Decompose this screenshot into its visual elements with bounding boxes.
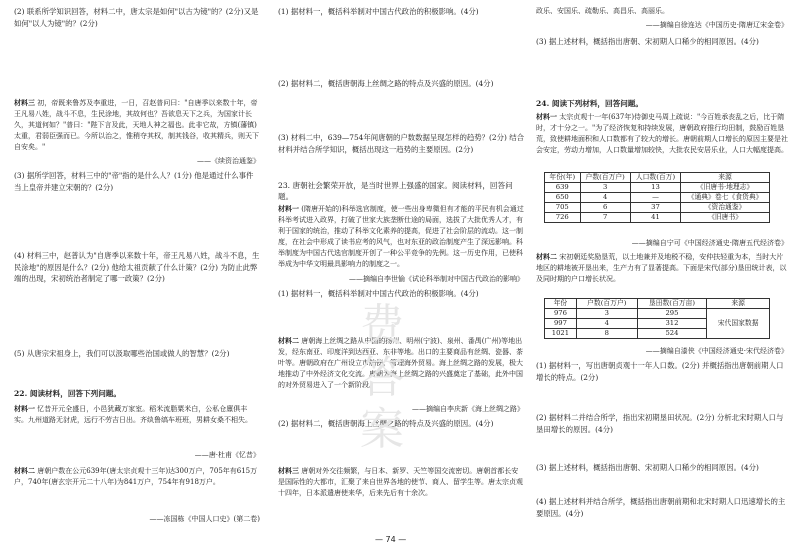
material-text: 唐朝户数在公元639年(唐太宗贞观十三年)达300万户，705年有615万户，740年(唐玄宗开元二十八年)为841万户，754年有918万户。 [14,467,258,486]
material-3-mid [278,466,524,532]
question-2-right: (2) 据材料二并结合所学，指出宋初期垦田状况。(2分) 分析北宋时期人口与垦田增长的原因。(4分) [536,413,784,434]
table-header-row [545,299,770,309]
material-label: 材料三 [278,467,299,475]
table-cell: 639 [545,183,581,193]
right-column [536,0,788,540]
question-1-mid: (1) 据材料一，概括科举制对中国古代政治的积极影响。(4分) [278,289,479,298]
material-label: 材料二 [14,467,35,475]
question-24-heading: 24. 阅读下列材料，回答问题。 [536,99,643,108]
question-2-top: (2) 联系所学知识回答，材料二中，唐太宗是如何"以古为镜"的？(2分)又是如何"以人为镜"的？(2分) [14,7,259,28]
left-column [14,0,260,540]
table-cell: 312 [637,319,707,329]
table-cell: 976 [545,309,577,319]
source-citation: ——摘编自漆侠《中国经济通史·宋代经济卷》 [645,347,788,355]
page-number: — 74 — [375,535,407,544]
material-text: 忆昔开元全盛日，小邑犹藏万家室。稻米流脂粟米白，公私仓廪俱丰实。九州道路无豺虎，远行不劳吉日出。齐纨鲁缟车班班，男耕女桑不相失。 [14,405,252,424]
material-1-mid [278,204,524,270]
table-header: 来源 [707,299,770,309]
table-header: 年份(年) [545,173,581,183]
question-3: (3) 据所学回答，材料三中的"帝"指的是什么人？(1分) 他是通过什么事件当上皇帝并建立宋朝的？(2分) [14,171,254,192]
table-cell: 705 [545,203,581,213]
source-citation: ——唐·杜甫《忆昔》 [194,451,260,459]
question-2-mid: (2) 据材料二，概括唐朝海上丝绸之路的特点及兴盛的原因。(4分) [278,419,494,428]
population-table [544,172,770,223]
table-cell: 3 [580,183,630,193]
question-22-heading: 22. 阅读材料，回答下列问题。 [14,389,121,398]
table-cell-merged: 宋代国家数据 [707,309,770,339]
watermark: 费答案 [360,300,404,455]
source-citation: ——摘编自李世愉《试论科举制对中国古代政治的影响》 [349,275,524,283]
material-text: 唐朝海上丝绸之路从中国的扬州、明州(宁波)、泉州、番禺(广州)等地出发，经东南亚、印度洋到达西亚、东非等地。出口的主要商品有丝绸、瓷器、茶叶等。唐朝政府在广州设立市舶使，管理海外贸易。海上丝绸之路的发展，极大地推动了中外经济文化交流。唐朝为海上丝绸之路的兴盛奠定了基础，此外中国的对外贸易进入了一个新阶段。 [278,337,523,389]
material-text: 太宗贞观十一年(637年)侍御史马周上疏说："今百姓承丧乱之后，比于隋时，才十分之一。"为了经济恢复和持续发展，唐朝政府推行均田制，鼓励百姓垦荒，致使耕地面积和人口数都有了较大的增长。唐朝前期人口增长的原因主要是社会安定，劳动力增加，人口数量增加较快，大批农民安居乐业，人口大幅度提高。 [536,113,788,154]
table-cell: 《旧唐书·地理志》 [681,183,770,193]
material-2-left [14,466,260,488]
material-1-right [536,112,788,168]
material-text: 唐朝对外交往频繁，与日本、新罗、天竺等国交流密切。唐朝首都长安是国际性的大都市，汇聚了来自世界各地的使节、商人、留学生等。唐太宗贞观十四年，日本派遣唐使来华，后来先后有十余次。 [278,467,523,497]
source-citation: ——冻国栋《中国人口史》(第二卷) [149,515,260,523]
table-cell: 524 [637,329,707,339]
material-label: 材料一 [14,405,35,413]
table-cell: 《通典》卷七《食货典》 [681,193,770,203]
material-label: 材料一 [536,113,557,121]
question-5: (5) 从唐宗宋祖身上，我们可以汲取哪些治国或做人的智慧？(2分) [14,349,230,358]
table-row [545,309,770,319]
source-citation: ——摘编自徐连达《中国历史·隋唐辽宋金卷》 [645,21,788,29]
table-cell: 4 [576,319,637,329]
table-cell: 997 [545,319,577,329]
question-1-right: (1) 据材料一，写出唐朝贞观十一年人口数。(2分) 并概括指出唐朝前期人口增长的特点。(2分) [536,361,784,382]
material-label: 材料二 [536,253,557,261]
material-label: 材料三 [14,99,35,107]
material-label: 材料二 [278,337,299,345]
table-header: 户数(百万户) [580,173,630,183]
question-1: (1) 据材料一，概括科举制对中国古代政治的积极影响。(4分) [278,7,479,16]
question-3-right: (3) 据上述材料，概括指出唐朝、宋初期人口稀少的相同原因。(4分) [536,37,759,46]
table-header: 垦田数(百万亩) [637,299,707,309]
table-cell: 13 [630,183,680,193]
question-3: (3) 材料二中，639—754年间唐朝的户数数据呈现怎样的趋势？(2分) 结合材料并结合所学知识，概括出现这一趋势的主要原因。(2分) [278,133,525,154]
question-2: (2) 据材料二，概括唐朝海上丝绸之路的特点及兴盛的原因。(4分) [278,79,494,88]
table-cell: 6 [580,203,630,213]
table-row [545,193,770,203]
table-header: 年份 [545,299,577,309]
material-text: 宋初朝廷奖励垦荒，以土地兼并及地税不稳，安仲扶轻重为本，当时大片地区的耕地被开垦出来，生产力有了显著提高。下面是宋代(部分)垦田统计表，以及同时期的户口增长状况。 [536,253,787,283]
table-header: 人口数(百万) [630,173,680,183]
question-4-right: (4) 据上述材料并结合所学，概括指出唐朝前期和北宋时期人口迅速增长的主要原因。(4分) [536,497,786,518]
source-citation: ——《续资治通鉴》 [197,157,260,165]
question-3-right-24: (3) 据上述材料，概括指出唐朝、宋初期人口稀少的相同原因。(4分) [536,463,759,472]
table-header-row [545,173,770,183]
table-header: 户数(百万户) [576,299,637,309]
material-text: 初，帝既来鲁苏及李重进，一日，召赵普问曰："自唐季以来数十年，帝王凡易八姓，战斗不息，生民涂地，其故何也？吾欲息天下之兵，为国家计长久，其道何如？"普曰："陛下言及此，天地人神之福也。此非它故，方镇(藩镇)太重，君弱臣强而已。今所以治之，惟稍夺其权，制其钱谷，收其精兵，则天下自安矣。" [14,99,259,151]
source-citation: ——摘编自宁可《中国经济通史·隋唐五代经济卷》 [631,239,788,247]
table-cell: 《资治通鉴》 [681,203,770,213]
source-citation: ——摘编自李庆新《海上丝绸之路》 [412,405,524,413]
table-cell: 726 [545,213,581,223]
table-cell: 650 [545,193,581,203]
table-row [545,183,770,193]
material-top-right: 政乐、安国乐、疏勒乐、高昌乐、高丽乐。 [536,7,669,15]
table-cell: 3 [576,309,637,319]
table-cell: 1021 [545,329,577,339]
table-cell: 8 [576,329,637,339]
material-text: (隋唐开始的)科举选官制度，使一些出身卑微但有才能的平民有机会通过科举考试进入政界，打破了世家大族垄断仕途的局面，选拔了大批优秀人才，有利于国家的统治，推动了科举文化素养的提高，促进了社会阶层的流动。这一制度，在社会中形成了读书应考的风气，也对东亚的政治制度产生了深远影响。科举制度为中国古代选官制度开创了一种公平竞争的先例。这一历史作用，已使科举成为中华文明最具影响力的制度之一。 [278,205,524,268]
table-cell: — [630,193,680,203]
table-cell: 41 [630,213,680,223]
table-row [545,213,770,223]
question-23-heading: 23. 唐朝社会繁荣开放，是当时世界上强盛的国家。阅读材料，回答问题。 [278,181,513,201]
table-cell: 295 [637,309,707,319]
material-label: 材料一 [278,205,299,213]
material-3-left [14,98,260,153]
table-cell: 《旧唐书》 [681,213,770,223]
material-2-right [536,252,788,296]
table-cell: 37 [630,203,680,213]
table-header: 来源 [681,173,770,183]
table-cell: 7 [580,213,630,223]
question-4: (4) 材料三中，赵普认为"自唐季以来数十年，帝王凡易八姓，战斗不息，生民涂地"的原因是什么？(2分) 他给太祖贡献了什么计策？(2分) 为防止此弊端的出现，宋初统治者制定了哪一政策？(2分) [14,251,260,283]
table-cell: 4 [580,193,630,203]
table-row [545,203,770,213]
material-1-left [14,404,260,426]
farmland-table [544,298,770,339]
